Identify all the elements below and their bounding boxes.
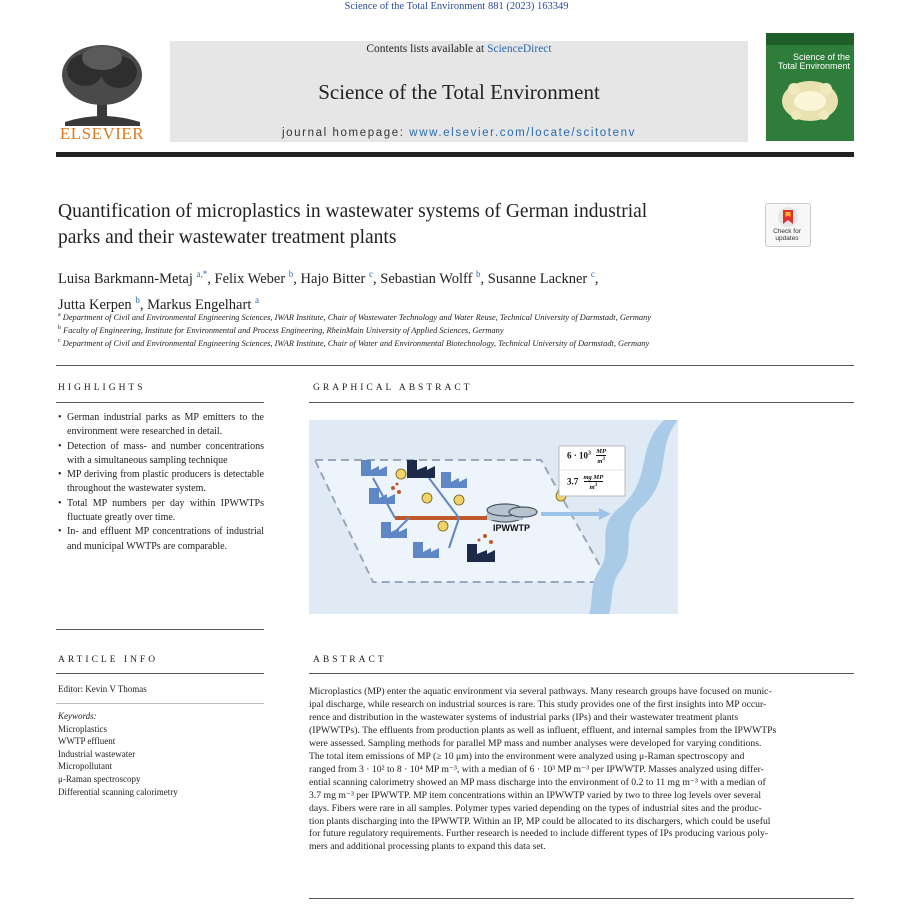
article-info-heading: ARTICLE INFO (58, 655, 159, 665)
author-name[interactable]: Felix Weber (214, 270, 286, 287)
keyword: Industrial wastewater (58, 748, 136, 759)
highlight-item: • MP deriving from plastic producers is detectable throughout the wastewater system. (67, 468, 264, 497)
affiliation-c: $^c$ Department of Civil and Environmental Engineering Sciences, IWAR Institute, Chair of Water and Environmental Biotechnology, Technical University of Darmstadt, Germany (58, 338, 650, 348)
abstract-heading: ABSTRACT (313, 655, 387, 665)
highlights-rule-top (56, 402, 264, 403)
highlights-rule-bottom (56, 629, 264, 630)
article-title-line-1: Quantification of microplastics in wastewater systems of German industrial (58, 201, 648, 222)
keywords-label: Keywords: (58, 711, 97, 721)
abstract-line: The total item emissions of MP (≥ 10 μm) into the environment were analyzed using μ-Raman spectroscopy and (309, 750, 745, 762)
journal-reference[interactable]: Science of the Total Environment 881 (2023) 163349 (344, 1, 569, 12)
homepage-link[interactable]: www.elsevier.com/locate/scitotenv (409, 127, 636, 139)
author-name[interactable]: Jutta Kerpen (58, 296, 132, 313)
cover-title: Science of the Total Environment (777, 52, 850, 71)
journal-homepage (170, 127, 748, 139)
author-name[interactable]: Susanne Lackner (487, 270, 588, 287)
contents-prefix: Contents lists available at (366, 43, 488, 55)
highlight-item: • German industrial parks as MP emitters to the environment were researched in detail. (67, 411, 264, 440)
highlight-item: • Detection of mass- and number concentrations with a simultaneous sampling technique (67, 440, 264, 469)
keyword: Microplastics (58, 723, 107, 734)
graphical-abstract-figure[interactable] (309, 420, 678, 614)
author-name[interactable]: Sebastian Wolff (380, 270, 473, 287)
contents-line (170, 43, 748, 55)
article-title (58, 199, 748, 251)
author-list (58, 264, 758, 316)
abstract-rule-bottom (309, 898, 854, 899)
abstract-line: ential scanning calorimetry showed an MP mass discharge into the environment of 0.2 to 11 mg m⁻³ with a median of (309, 776, 766, 788)
journal-title: Science of the Total Environment (318, 80, 600, 104)
abstract-line: ranged from 3 · 10² to 8 · 10⁴ MP m⁻³, with a median of 6 · 10³ MP m⁻³ per IPWWTP. Masses analyzed using differ- (309, 763, 764, 775)
author-affil-sup[interactable]: b (135, 294, 140, 305)
keyword: μ-Raman spectroscopy (58, 773, 141, 784)
author-line-2: Jutta Kerpen $^b$, Markus Engelhart $^a$ (58, 294, 259, 313)
abstract-line: days. Fibers were rare in all samples. Polymer types varied depending on the types of industrial sites and the produc- (309, 802, 762, 814)
highlight-item: • In- and effluent MP concentrations of industrial and municipal WWTPs are comparable. (67, 525, 264, 554)
affiliation-b: $^b$ Faculty of Engineering, Institute for Environmental and Process Engineering, RheinMain University of Applied Sciences, Germany (58, 325, 504, 335)
abstract-line: mers and additional processing plants to expand this data set. (309, 841, 546, 853)
ipwwtp-label: IPWWTP (493, 523, 530, 533)
author-name[interactable]: Hajo Bitter (300, 270, 366, 287)
abstract-line: (IPWWTPs). The effluents from production plants as well as influent, effluent, and internal samples from the IPWWTPs (309, 724, 777, 736)
keyword: Micropollutant (58, 761, 112, 772)
author-affil-sup[interactable]: c (590, 269, 595, 279)
abstract-rule (309, 673, 854, 674)
editor-line: Editor: Kevin V Thomas (58, 684, 147, 694)
author-affil-sup[interactable]: b (476, 269, 481, 279)
cover-art (766, 33, 854, 141)
keywords-block (58, 710, 264, 798)
author-affil-sup[interactable]: a,* (196, 269, 208, 279)
author-affil-sup[interactable]: a (254, 294, 259, 305)
keyword: Differential scanning calorimetry (58, 786, 178, 797)
bookmark-icon (766, 204, 810, 230)
highlights-list (58, 411, 264, 554)
journal-cover-thumbnail[interactable] (766, 33, 854, 141)
author-name[interactable]: Markus Engelhart (147, 296, 252, 313)
homepage-label: journal homepage: (282, 127, 410, 139)
abstract-line: Microplastics (MP) enter the aquatic environment via several pathways. Many research groups have focused on munic- (309, 686, 772, 697)
author-affil-sup[interactable]: b (288, 269, 294, 279)
abstract-line: tion plants discharging into the IPWWTP. Within an IP, MP could be allocated to its dischargers, which could be useful (309, 815, 771, 827)
graphical-abstract-heading: GRAPHICAL ABSTRACT (313, 383, 473, 393)
author-line-1: Luisa Barkmann-Metaj $^{a,*}$, Felix Weber $^b$, Hajo Bitter $^c$, Sebastian Wolff $^b$, Susanne Lackner $^c$, (58, 269, 599, 287)
elsevier-wordmark: ELSEVIER (59, 124, 145, 143)
editor-divider (56, 703, 264, 704)
check-for-updates-label: Check for updates (773, 228, 801, 242)
section-divider (56, 365, 854, 366)
sciencedirect-link[interactable]: ScienceDirect (487, 43, 552, 55)
abstract-body (309, 686, 854, 854)
author-affil-sup[interactable]: c (369, 269, 374, 279)
author-name[interactable]: Luisa Barkmann-Metaj (58, 270, 193, 287)
header-rule (56, 152, 854, 157)
abstract-line: for future regulatory requirements. Further research is needed to include different types of IPs producing various poly- (309, 828, 769, 840)
abstract-line: ipal discharge, while research on industrial sources is rare. This study provides one of the first insights into MP occur- (309, 698, 767, 710)
mp-number-value: $6 \cdot 10^3$ $\frac{MP}{m^3}$ (567, 448, 607, 466)
abstract-line: were assessed. Sampling methods for parallel MP mass and number analyses were developed for varying conditions. (309, 737, 762, 749)
article-info-rule (56, 673, 264, 674)
affiliation-a: $^a$ Department of Civil and Environmental Engineering Sciences, IWAR Institute, Chair of Wastewater Technology and Water Reuse, Technical University of Darmstadt, Germany (58, 312, 651, 322)
keyword: WWTP effluent (58, 736, 116, 747)
highlights-heading: HIGHLIGHTS (58, 383, 146, 393)
graphical-abstract-rule-top (309, 402, 854, 403)
article-title-line-2: parks and their wastewater treatment plants (58, 227, 397, 248)
graphical-abstract-art (309, 420, 678, 614)
abstract-line: rence and distribution in the wastewater systems of industrial parks (IPs) and their wastewater treatment plants (309, 711, 739, 723)
mp-mass-value: 3.7 $\frac{\text{mg MP}}{m^3}$ (567, 474, 604, 492)
abstract-line: 3.7 mg m⁻³ per IPWWTP. MP item concentrations within an IPWWTP varied by two to three log levels over several (309, 789, 762, 801)
highlight-item: • Total MP numbers per day within IPWWTPs fluctuate greatly over time. (67, 497, 264, 526)
